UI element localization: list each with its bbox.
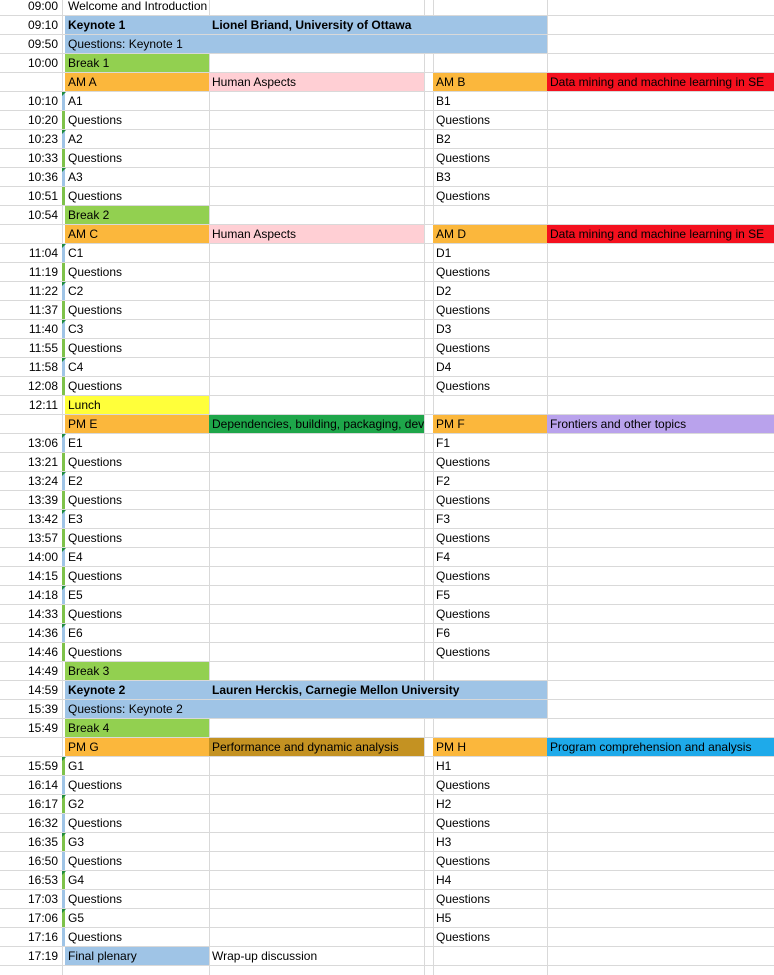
talk-cell-left[interactable]: Questions xyxy=(68,892,123,906)
time-cell[interactable]: 15:39 xyxy=(27,702,58,716)
talk-cell-left[interactable]: G2 xyxy=(68,797,85,811)
time-cell[interactable]: 11:40 xyxy=(28,322,58,336)
talk-cell-left[interactable]: G4 xyxy=(68,873,85,887)
talk-cell-right[interactable]: Questions xyxy=(436,379,491,393)
talk-cell-left[interactable]: C4 xyxy=(68,360,84,374)
time-cell[interactable] xyxy=(0,738,62,756)
talk-cell-left[interactable]: Questions xyxy=(68,151,123,165)
schedule-row xyxy=(0,738,774,757)
time-cell[interactable]: 14:15 xyxy=(27,569,58,583)
talk-cell-left[interactable]: E6 xyxy=(68,626,83,640)
time-cell[interactable]: 13:24 xyxy=(27,474,58,488)
talk-cell-right[interactable]: D2 xyxy=(436,284,452,298)
time-cell[interactable]: 11:55 xyxy=(28,341,58,355)
schedule-row xyxy=(0,187,774,206)
time-cell[interactable]: 11:58 xyxy=(28,360,58,374)
schedule-row xyxy=(0,947,774,966)
talk-cell-right[interactable]: D3 xyxy=(436,322,452,336)
talk-cell-right[interactable]: H3 xyxy=(436,835,452,849)
time-cell[interactable]: 09:50 xyxy=(27,37,58,51)
time-cell[interactable]: 11:19 xyxy=(28,265,58,279)
talk-cell-left[interactable]: Questions xyxy=(68,607,123,621)
schedule-row xyxy=(0,244,774,263)
talk-cell-left[interactable]: E2 xyxy=(68,474,83,488)
time-cell[interactable]: 11:04 xyxy=(28,246,58,260)
schedule-row xyxy=(0,377,774,396)
schedule-row xyxy=(0,130,774,149)
time-cell[interactable]: 10:54 xyxy=(27,208,58,222)
talk-cell-right[interactable]: B3 xyxy=(436,170,451,184)
talk-cell-left[interactable]: C2 xyxy=(68,284,84,298)
talk-cell-right[interactable]: B2 xyxy=(436,132,451,146)
talk-cell-left[interactable]: Questions xyxy=(68,455,123,469)
comment-marker-icon xyxy=(62,795,66,799)
time-cell[interactable]: 14:00 xyxy=(27,550,58,564)
talk-cell-right[interactable]: Questions xyxy=(436,189,491,203)
talk-cell-left[interactable]: Questions xyxy=(68,379,123,393)
schedule-row xyxy=(0,339,774,358)
comment-marker-icon xyxy=(62,168,66,172)
plenary-cell[interactable]: Final plenary xyxy=(65,947,209,965)
talk-cell-left[interactable]: G5 xyxy=(68,911,85,925)
plenary-topic[interactable]: Wrap-up discussion xyxy=(212,949,318,963)
comment-marker-icon xyxy=(62,909,66,913)
session-header-right[interactable]: AM D xyxy=(433,225,547,243)
talk-cell-right[interactable]: D4 xyxy=(436,360,452,374)
session-topic-right[interactable]: Data mining and machine learning in SE xyxy=(547,225,774,243)
keynote-title[interactable]: Keynote 1 xyxy=(65,16,209,34)
comment-marker-icon xyxy=(62,833,66,837)
session-header-right[interactable]: PM F xyxy=(433,415,547,433)
talk-cell-left[interactable]: Questions xyxy=(68,569,123,583)
comment-marker-icon xyxy=(62,320,66,324)
schedule-row xyxy=(0,567,774,586)
schedule-row xyxy=(0,928,774,947)
schedule-row xyxy=(0,529,774,548)
talk-cell-right[interactable]: Questions xyxy=(436,607,491,621)
time-cell[interactable] xyxy=(0,73,62,91)
talk-cell-right[interactable]: H5 xyxy=(436,911,452,925)
schedule-row xyxy=(0,453,774,472)
talk-cell-right[interactable]: F5 xyxy=(436,588,451,602)
talk-cell-left[interactable]: E3 xyxy=(68,512,83,526)
break-cell[interactable]: Break 3 xyxy=(65,662,209,680)
talk-cell-left[interactable]: Questions xyxy=(68,930,123,944)
talk-cell-right[interactable]: Questions xyxy=(436,113,491,127)
schedule-row xyxy=(0,586,774,605)
schedule-row xyxy=(0,643,774,662)
talk-cell-left[interactable]: G1 xyxy=(68,759,85,773)
schedule-row xyxy=(0,871,774,890)
talk-cell-right[interactable]: D1 xyxy=(436,246,452,260)
comment-marker-icon xyxy=(62,282,66,286)
talk-cell-left[interactable]: C3 xyxy=(68,322,84,336)
comment-marker-icon xyxy=(62,130,66,134)
talk-cell-right[interactable]: F4 xyxy=(436,550,451,564)
schedule-row xyxy=(0,662,774,681)
time-cell[interactable]: 09:10 xyxy=(27,18,58,32)
time-cell[interactable] xyxy=(0,415,62,433)
session-topic-right[interactable]: Program comprehension and analysis xyxy=(547,738,774,756)
schedule-row xyxy=(0,206,774,225)
session-cell[interactable]: Welcome and Introduction xyxy=(68,0,208,13)
schedule-row xyxy=(0,434,774,453)
time-cell[interactable]: 11:22 xyxy=(28,284,58,298)
time-cell[interactable]: 16:35 xyxy=(27,835,58,849)
schedule-row xyxy=(0,0,774,16)
session-header-right[interactable]: PM H xyxy=(433,738,547,756)
session-header-left[interactable]: AM C xyxy=(65,225,209,243)
time-cell[interactable]: 15:49 xyxy=(27,721,58,735)
time-cell[interactable]: 10:00 xyxy=(27,56,58,70)
time-cell[interactable]: 16:14 xyxy=(27,778,58,792)
talk-cell-right[interactable]: Questions xyxy=(436,569,491,583)
break-cell[interactable]: Break 1 xyxy=(65,54,209,72)
schedule-row xyxy=(0,890,774,909)
schedule-row xyxy=(0,149,774,168)
talk-cell-right[interactable]: B1 xyxy=(436,94,451,108)
time-cell[interactable]: 16:17 xyxy=(27,797,58,811)
talk-cell-left[interactable]: Questions xyxy=(68,341,123,355)
time-cell[interactable]: 10:51 xyxy=(27,189,58,203)
schedule-row xyxy=(0,776,774,795)
talk-cell-left[interactable]: Questions xyxy=(68,645,123,659)
schedule-row xyxy=(0,35,774,54)
schedule-row xyxy=(0,681,774,700)
schedule-row xyxy=(0,16,774,35)
keynote-questions[interactable]: Questions: Keynote 1 xyxy=(65,35,547,53)
talk-cell-right[interactable]: F6 xyxy=(436,626,451,640)
lunch-cell[interactable]: Lunch xyxy=(65,396,209,414)
time-cell[interactable]: 10:36 xyxy=(27,170,58,184)
session-topic-left[interactable]: Human Aspects xyxy=(209,73,424,91)
keynote-title[interactable]: Keynote 2 xyxy=(65,681,209,699)
time-cell[interactable]: 10:20 xyxy=(27,113,58,127)
talk-cell-left[interactable]: Questions xyxy=(68,531,123,545)
time-cell[interactable]: 13:39 xyxy=(27,493,58,507)
schedule-row xyxy=(0,719,774,738)
talk-cell-right[interactable]: Questions xyxy=(436,303,491,317)
talk-cell-left[interactable]: A1 xyxy=(68,94,83,108)
session-header-left[interactable]: AM A xyxy=(65,73,209,91)
time-cell[interactable]: 10:10 xyxy=(27,94,58,108)
break-cell[interactable]: Break 4 xyxy=(65,719,209,737)
talk-cell-right[interactable]: Questions xyxy=(436,816,491,830)
schedule-row xyxy=(0,111,774,130)
schedule-row xyxy=(0,301,774,320)
session-topic-right[interactable]: Frontiers and other topics xyxy=(547,415,774,433)
time-cell[interactable]: 14:36 xyxy=(27,626,58,640)
time-cell[interactable]: 16:50 xyxy=(27,854,58,868)
comment-marker-icon xyxy=(62,871,66,875)
keynote-speaker[interactable]: Lionel Briand, University of Ottawa xyxy=(209,16,547,34)
comment-marker-icon xyxy=(62,472,66,476)
schedule-row xyxy=(0,795,774,814)
schedule-row xyxy=(0,168,774,187)
session-topic-left[interactable]: Dependencies, building, packaging, dev xyxy=(209,415,424,433)
talk-cell-right[interactable]: Questions xyxy=(436,493,491,507)
comment-marker-icon xyxy=(62,548,66,552)
keynote-questions[interactable]: Questions: Keynote 2 xyxy=(65,700,547,718)
talk-cell-left[interactable]: Questions xyxy=(68,493,123,507)
talk-cell-left[interactable]: Questions xyxy=(68,854,123,868)
comment-marker-icon xyxy=(62,434,66,438)
schedule-row xyxy=(0,510,774,529)
schedule-row xyxy=(0,624,774,643)
time-cell[interactable]: 12:08 xyxy=(27,379,58,393)
comment-marker-icon xyxy=(62,92,66,96)
talk-cell-right[interactable]: Questions xyxy=(436,645,491,659)
keynote-speaker[interactable]: Lauren Herckis, Carnegie Mellon University xyxy=(209,681,547,699)
talk-cell-left[interactable]: Questions xyxy=(68,113,123,127)
time-cell[interactable]: 11:37 xyxy=(28,303,58,317)
session-header-left[interactable]: PM G xyxy=(65,738,209,756)
talk-cell-left[interactable]: E5 xyxy=(68,588,83,602)
time-cell[interactable]: 09:00 xyxy=(27,0,58,13)
talk-cell-left[interactable]: E1 xyxy=(68,436,83,450)
talk-cell-right[interactable]: F3 xyxy=(436,512,451,526)
schedule-row xyxy=(0,548,774,567)
session-topic-right[interactable]: Data mining and machine learning in SE xyxy=(547,73,774,91)
schedule-row xyxy=(0,700,774,719)
talk-cell-right[interactable]: Questions xyxy=(436,892,491,906)
schedule-row xyxy=(0,491,774,510)
time-cell[interactable]: 14:18 xyxy=(27,588,58,602)
schedule-row xyxy=(0,358,774,377)
talk-cell-left[interactable]: Questions xyxy=(68,303,123,317)
talk-cell-right[interactable]: Questions xyxy=(436,265,491,279)
talk-cell-left[interactable]: Questions xyxy=(68,778,123,792)
talk-cell-left[interactable]: E4 xyxy=(68,550,83,564)
talk-cell-right[interactable]: Questions xyxy=(436,854,491,868)
time-cell[interactable]: 13:57 xyxy=(27,531,58,545)
time-cell[interactable]: 17:19 xyxy=(27,949,58,963)
schedule-row xyxy=(0,757,774,776)
talk-cell-left[interactable]: Questions xyxy=(68,189,123,203)
talk-cell-left[interactable]: C1 xyxy=(68,246,84,260)
talk-cell-left[interactable]: A3 xyxy=(68,170,83,184)
schedule-row xyxy=(0,54,774,73)
schedule-row xyxy=(0,605,774,624)
talk-cell-right[interactable]: Questions xyxy=(436,151,491,165)
comment-marker-icon xyxy=(62,358,66,362)
talk-cell-right[interactable]: F1 xyxy=(436,436,451,450)
talk-cell-right[interactable]: Questions xyxy=(436,341,491,355)
time-cell[interactable]: 12:11 xyxy=(28,398,58,412)
talk-cell-right[interactable]: Questions xyxy=(436,930,491,944)
talk-cell-right[interactable]: H4 xyxy=(436,873,452,887)
time-cell[interactable]: 14:33 xyxy=(27,607,58,621)
schedule-row xyxy=(0,225,774,244)
schedule-row xyxy=(0,472,774,491)
schedule-row xyxy=(0,415,774,434)
talk-cell-right[interactable]: H1 xyxy=(436,759,452,773)
time-cell[interactable]: 16:53 xyxy=(27,873,58,887)
time-cell[interactable] xyxy=(0,225,62,243)
time-cell[interactable]: 13:21 xyxy=(27,455,58,469)
schedule-row xyxy=(0,814,774,833)
schedule-row xyxy=(0,852,774,871)
talk-cell-right[interactable]: H2 xyxy=(436,797,452,811)
schedule-row xyxy=(0,73,774,92)
schedule-row xyxy=(0,92,774,111)
talk-cell-left[interactable]: A2 xyxy=(68,132,83,146)
time-cell[interactable]: 14:49 xyxy=(27,664,58,678)
talk-cell-right[interactable]: F2 xyxy=(436,474,451,488)
schedule-row xyxy=(0,263,774,282)
schedule-row xyxy=(0,909,774,928)
session-topic-left[interactable]: Performance and dynamic analysis xyxy=(209,738,424,756)
schedule-row xyxy=(0,282,774,301)
session-topic-left[interactable]: Human Aspects xyxy=(209,225,424,243)
time-cell[interactable]: 13:42 xyxy=(27,512,58,526)
session-header-left[interactable]: PM E xyxy=(65,415,209,433)
time-cell[interactable]: 10:33 xyxy=(27,151,58,165)
session-header-right[interactable]: AM B xyxy=(433,73,547,91)
time-cell[interactable]: 13:06 xyxy=(27,436,58,450)
talk-cell-right[interactable]: Questions xyxy=(436,531,491,545)
time-cell[interactable]: 15:59 xyxy=(27,759,58,773)
comment-marker-icon xyxy=(62,624,66,628)
schedule-row xyxy=(0,320,774,339)
talk-cell-right[interactable]: Questions xyxy=(436,778,491,792)
break-cell[interactable]: Break 2 xyxy=(65,206,209,224)
schedule-row xyxy=(0,396,774,415)
time-cell[interactable]: 14:59 xyxy=(27,683,58,697)
talk-cell-left[interactable]: G3 xyxy=(68,835,85,849)
comment-marker-icon xyxy=(62,244,66,248)
time-cell[interactable]: 14:46 xyxy=(27,645,58,659)
time-cell[interactable]: 17:06 xyxy=(27,911,58,925)
talk-cell-left[interactable]: Questions xyxy=(68,816,123,830)
talk-cell-right[interactable]: Questions xyxy=(436,455,491,469)
comment-marker-icon xyxy=(62,586,66,590)
comment-marker-icon xyxy=(62,510,66,514)
time-cell[interactable]: 17:16 xyxy=(27,930,58,944)
comment-marker-icon xyxy=(62,757,66,761)
time-cell[interactable]: 17:03 xyxy=(27,892,58,906)
time-cell[interactable]: 10:23 xyxy=(27,132,58,146)
time-cell[interactable]: 16:32 xyxy=(27,816,58,830)
talk-cell-left[interactable]: Questions xyxy=(68,265,123,279)
schedule-row xyxy=(0,833,774,852)
